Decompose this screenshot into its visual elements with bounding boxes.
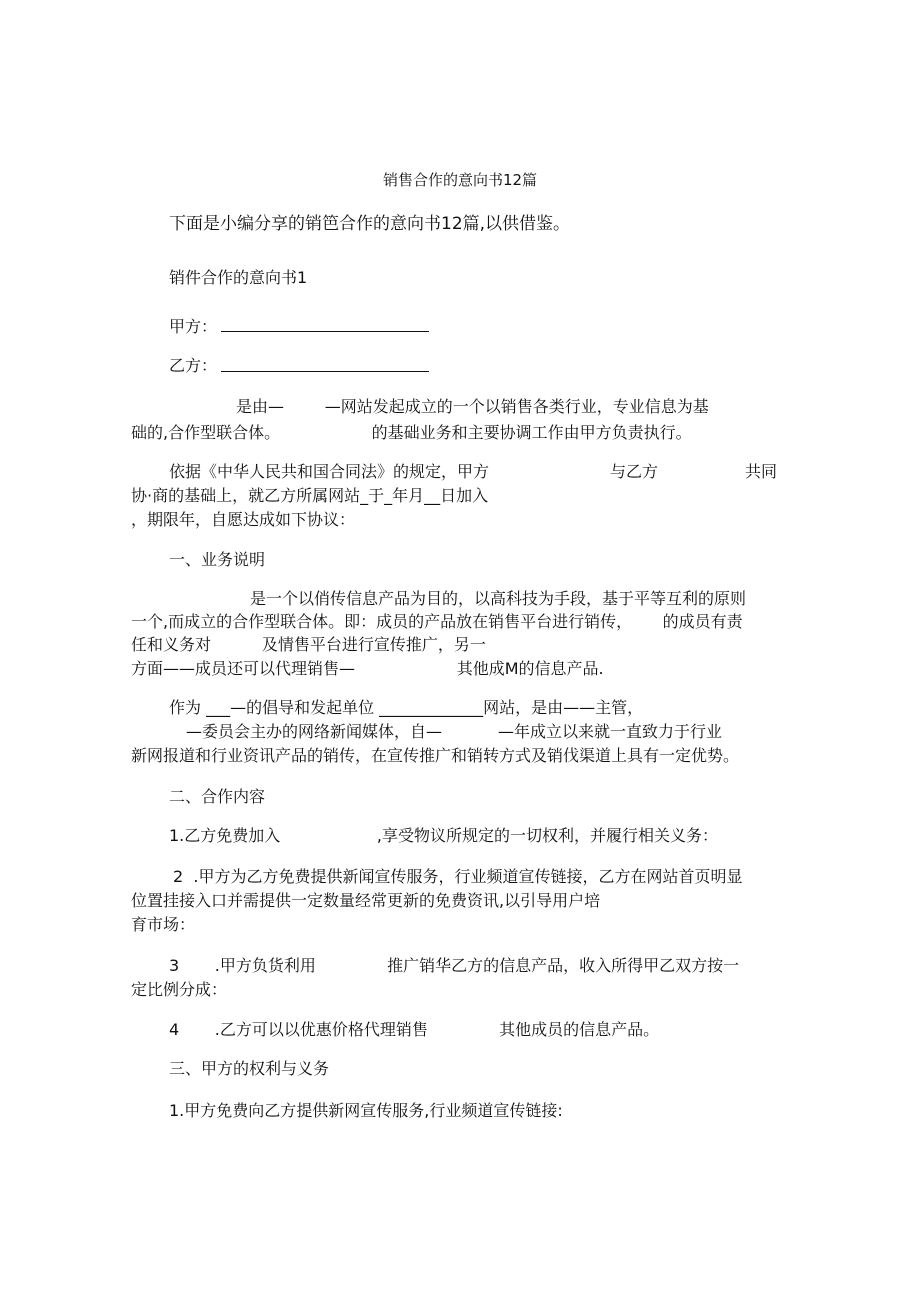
paragraph-line: 与乙方 xyxy=(610,462,659,481)
document-title: 销售合作的意向书12篇 xyxy=(382,171,538,189)
section-subtitle: 销件合作的意向书1 xyxy=(169,268,308,287)
paragraph-line: 是由— —网站发起成立的一个以销售各类行业，专业信息为基 xyxy=(236,397,709,416)
section-heading: 三、甲方的权利与义务 xyxy=(169,1059,330,1078)
paragraph-line: 位置挂接入口并需提供一定数量经常更新的免费资讯,以引导用户培 xyxy=(131,891,601,910)
party-a-blank xyxy=(221,331,429,332)
paragraph-line: 共同 xyxy=(745,462,778,481)
paragraph-line: 定比例分成： xyxy=(131,980,228,999)
paragraph-line: 3 .甲方负货利用 推广销华乙方的信息产品，收入所得甲乙双方按一 xyxy=(169,956,740,975)
paragraph-line: 新网报道和行业资讯产品的销传，在宣传推广和销转方式及销伐渠道上具有一定优势。 xyxy=(131,746,740,765)
party-a-label: 甲方： xyxy=(169,317,218,336)
paragraph-line: 1.甲方免费向乙方提供新网宣传服务,行业频道宣传链接: xyxy=(169,1101,563,1120)
paragraph-line: 础的,合作型联合体。 的基础业务和主要协调工作由甲方负责执行。 xyxy=(131,423,692,442)
section-heading: 一、业务说明 xyxy=(169,550,266,569)
paragraph-line: 4 .乙方可以以优惠价格代理销售 其他成员的信息产品。 xyxy=(169,1020,660,1039)
paragraph-line: 任和义务对 及情售平台进行宣传推广，另一 xyxy=(131,635,486,654)
paragraph-line: 方面——成员还可以代理销售— 其他成M的信息产品. xyxy=(131,659,604,678)
paragraph-line: 协·商的基础上，就乙方所属网站_于_年月__日加入 xyxy=(131,486,489,505)
paragraph-line: 一个,而成立的合作型联合体。即：成员的产品放在销售平台进行销传， 的成员有责 xyxy=(131,612,743,631)
paragraph-line: 作为 ___—的倡导和发起单位 _____________网站，是由——主管， xyxy=(169,698,644,717)
section-heading: 二、合作内容 xyxy=(169,787,266,806)
paragraph-line: ，期限年，自愿达成如下协议： xyxy=(131,510,356,529)
intro-paragraph: 下面是小编分享的销笆合作的意向书12篇,以供借鉴。 xyxy=(169,214,571,234)
paragraph-line: 育市场： xyxy=(131,915,196,934)
party-b-blank xyxy=(221,371,429,372)
paragraph-line: —委员会主办的网络新闻媒体，自— —年成立以来就一直致力于行业 xyxy=(186,722,722,741)
paragraph-line: 是一个以俏传信息产品为目的，以高科技为手段，基于平等互利的原则 xyxy=(250,589,747,608)
paragraph-line: 依据《中华人民共和国合同法》的规定，甲方 xyxy=(169,462,490,481)
paragraph-line: 2 .甲方为乙方免费提供新闻宣传服务，行业频道宣传链接，乙方在网站首页明显 xyxy=(173,867,743,886)
party-b-label: 乙方： xyxy=(169,356,218,375)
paragraph-line: 1.乙方免费加入 ,享受物议所规定的一切权利，并履行相关义务： xyxy=(169,826,718,845)
